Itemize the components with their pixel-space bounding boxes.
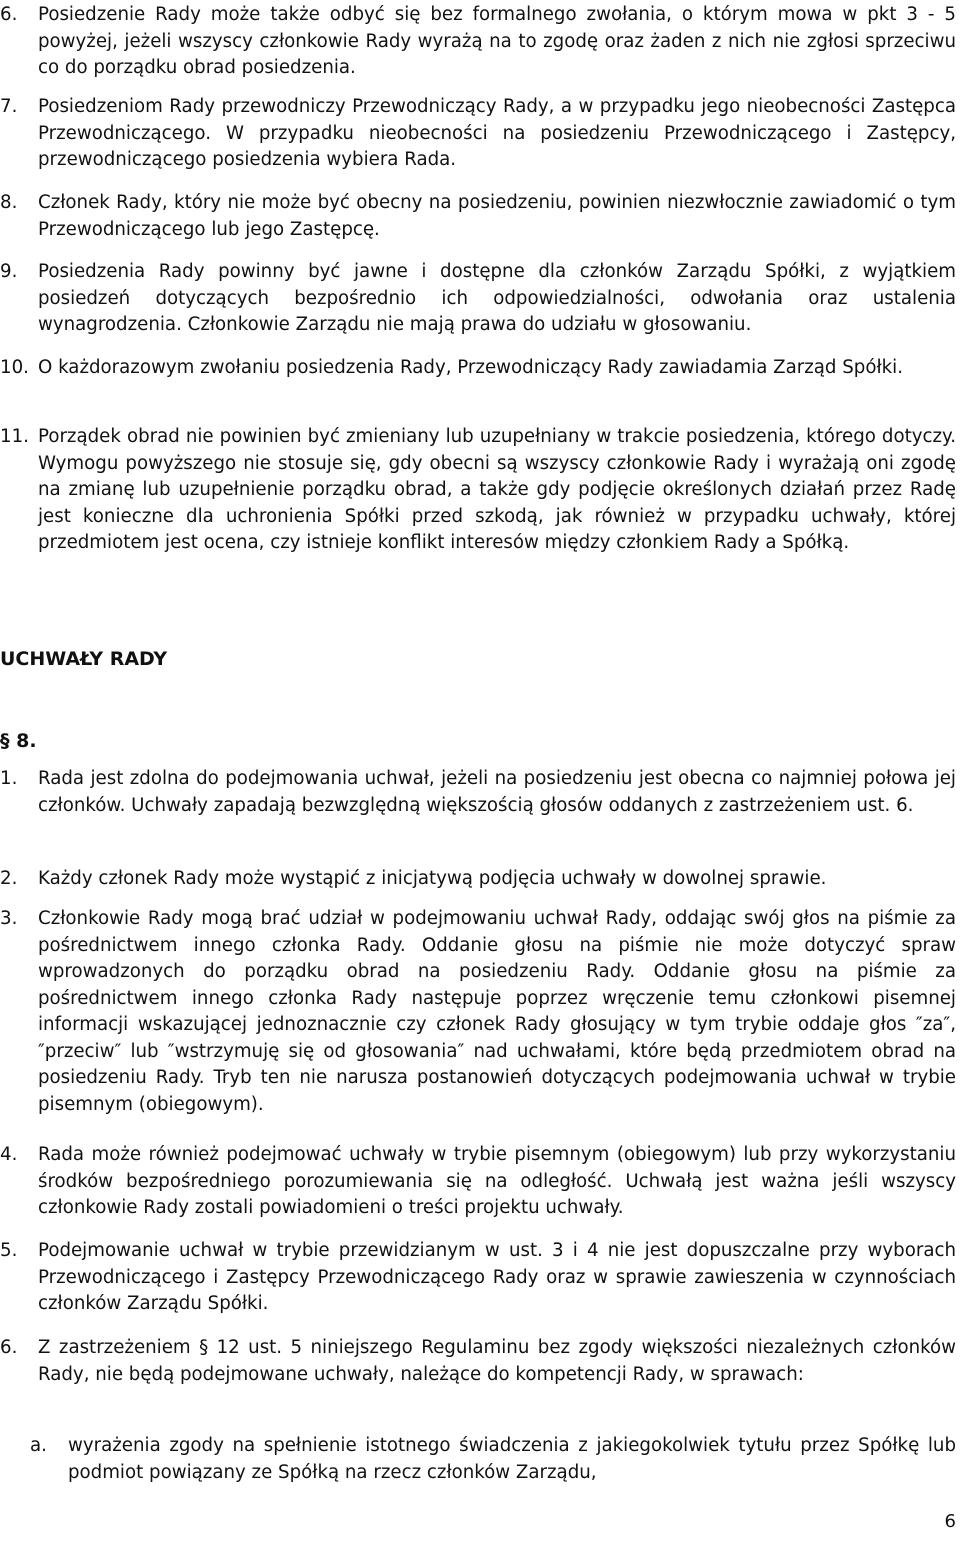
item-letter: a.: [30, 1435, 47, 1456]
item-number: 6.: [0, 4, 18, 25]
sub-list-item: [30, 1433, 956, 1486]
item-number: 10.: [0, 357, 29, 378]
list-item: [0, 1142, 956, 1222]
item-text: O każdorazowym zwołaniu posiedzenia Rady, Przewodniczący Rady zawiadamia Zarząd Spółki.: [38, 357, 903, 378]
list-item: [0, 1238, 956, 1318]
section-heading: UCHWAŁY RADY: [0, 648, 168, 670]
list-item: [0, 94, 956, 174]
item-number: 3.: [0, 908, 18, 929]
list-item: [0, 259, 956, 339]
item-number: 5.: [0, 1240, 18, 1261]
list-item: [0, 766, 956, 819]
item-text: Rada może również podejmować uchwały w trybie pisemnym (obiegowym) lub przy wykorzystaniu środków bezpośredniego porozumiewania się na odległość. Uchwałą jest ważna jeśli wszyscy członkowie Rady zostali powiadomieni o treści projektu uchwały.: [38, 1144, 956, 1218]
item-number: 1.: [0, 768, 18, 789]
item-text: Rada jest zdolna do podejmowania uchwał, jeżeli na posiedzeniu jest obecna co najmniej połowa jej członków. Uchwały zapadają bezwzględną większością głosów oddanych z zastrzeżeniem ust. 6.: [38, 768, 956, 816]
item-text: Podejmowanie uchwał w trybie przewidzianym w ust. 3 i 4 nie jest dopuszczalne przy wyborach Przewodniczącego i Zastępcy Przewodniczącego Rady oraz w sprawie zawieszenia w czynnościach członków Zarządu Spółki.: [38, 1240, 956, 1314]
item-text: Członkowie Rady mogą brać udział w podejmowaniu uchwał Rady, oddając swój głos na piśmie za pośrednictwem innego członka Rady. Oddanie głosu na piśmie nie może dotyczyć spraw wprowadzonych do porządku obrad na posiedzeniu Rady. Oddanie głosu na piśmie za pośrednictwem innego członka Rady następuje poprzez wręczenie temu członkowi pisemnej informacji wskazującej jednoznacznie czy członek Rady głosujący w tym trybie oddaje głos ″za″, ″przeciw″ lub ″wstrzymuję się od głosowania″ nad uchwałami, które będą przedmiotem obrad na posiedzeniu Rady. Tryb ten nie narusza postanowień dotyczących podejmowania uchwał w trybie pisemnym (obiegowym).: [38, 908, 956, 1115]
item-number: 8.: [0, 192, 18, 213]
list-item: [0, 1335, 956, 1388]
list-item: [0, 190, 956, 243]
page-number: 6: [944, 1511, 956, 1532]
item-number: 2.: [0, 868, 18, 889]
item-number: 7.: [0, 96, 18, 117]
item-number: 11.: [0, 426, 29, 447]
item-text: Posiedzenia Rady powinny być jawne i dostępne dla członków Zarządu Spółki, z wyjątkiem posiedzeń dotyczących bezpośrednio ich odpowiedzialności, odwołania oraz ustalenia wynagrodzenia. Członkowie Zarządu nie mają prawa do udziału w głosowaniu.: [38, 261, 956, 335]
list-item: [0, 906, 956, 1118]
list-item: [0, 866, 956, 893]
item-text: Członek Rady, który nie może być obecny na posiedzeniu, powinien niezwłocznie zawiadomić o tym Przewodniczącego lub jego Zastępcę.: [38, 192, 956, 240]
list-item: [0, 2, 956, 82]
item-text: wyrażenia zgody na spełnienie istotnego świadczenia z jakiegokolwiek tytułu przez Spółkę lub podmiot powiązany ze Spółką na rzecz członków Zarządu,: [68, 1435, 956, 1483]
item-number: 4.: [0, 1144, 18, 1165]
item-text: Porządek obrad nie powinien być zmieniany lub uzupełniany w trakcie posiedzenia, którego dotyczy. Wymogu powyższego nie stosuje się, gdy obecni są wszyscy członkowie Rady i wyrażają oni zgodę na zmianę lub uzupełnienie porządku obrad, a także gdy podjęcie określonych działań przez Radę jest konieczne dla uchronienia Spółki przed szkodą, jak również w przypadku uchwały, której przedmiotem jest ocena, czy istnieje konflikt interesów między członkiem Rady a Spółką.: [38, 426, 956, 553]
item-number: 9.: [0, 261, 18, 282]
list-item: [0, 355, 956, 382]
item-text: Posiedzeniom Rady przewodniczy Przewodniczący Rady, a w przypadku jego nieobecności Zastępca Przewodniczącego. W przypadku nieobecności na posiedzeniu Przewodniczącego i Zastępcy, przewodniczącego posiedzenia wybiera Rada.: [38, 96, 956, 170]
item-number: 6.: [0, 1337, 18, 1358]
paragraph-heading: § 8.: [0, 730, 37, 752]
item-text: Posiedzenie Rady może także odbyć się bez formalnego zwołania, o którym mowa w pkt 3 - 5 powyżej, jeżeli wszyscy członkowie Rady wyrażą na to zgodę oraz żaden z nich nie zgłosi sprzeciwu co do porządku obrad posiedzenia.: [38, 4, 956, 78]
item-text: Z zastrzeżeniem § 12 ust. 5 niniejszego Regulaminu bez zgody większości niezależnych członków Rady, nie będą podejmowane uchwały, należące do kompetencji Rady, w sprawach:: [38, 1337, 956, 1385]
item-text: Każdy członek Rady może wystąpić z inicjatywą podjęcia uchwały w dowolnej sprawie.: [38, 868, 827, 889]
list-item: [0, 424, 956, 557]
